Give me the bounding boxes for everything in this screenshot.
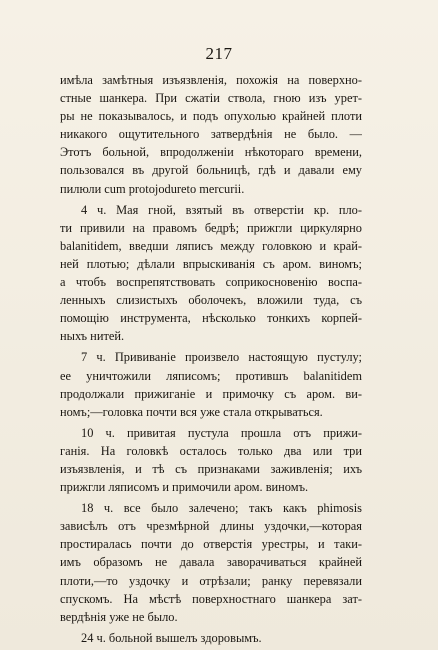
text-line: номъ;—головка почти вся уже стала открываться. [60, 404, 323, 419]
text-line: Этотъ больной, впродолженіи нѣкотораго времени, [60, 145, 362, 160]
text-line: ее уничтожили ляписомъ; протившъ balanitidem [60, 368, 362, 383]
text-line: стные шанкера. При сжатіи ствола, гною изъ урет- [60, 91, 362, 106]
text-line: 18 ч. все было залечено; такъ какъ phimosis [81, 501, 362, 516]
text-line: плоти,—то уздочку и отрѣзали; ранку перевязали [60, 573, 362, 588]
text-line: 7 ч. Прививаніе произвело настоящую пустулу; [81, 350, 362, 365]
text-line: имѣла замѣтныя изъязвленія, похожія на поверхно- [60, 73, 362, 87]
text-line: продолжали прижиганіе и примочку съ аром. ви- [60, 386, 362, 401]
text-line: прижгли ляписомъ и примочили аром. виномъ. [60, 480, 309, 495]
text-line: 4 ч. Мая гной, взятый въ отверстіи кр. пло- [81, 202, 362, 217]
text-line: ней плотью; дѣлали впрыскиванія съ аром. виномъ; [60, 256, 362, 271]
text-line: изъязвленія, и тѣ съ признаками заживленія; ихъ [60, 461, 362, 476]
text-line: balanitidem, введши ляписъ между головкою и край- [60, 238, 362, 253]
body-text [60, 71, 362, 647]
text-line: а чтобъ воспрепятствовать соприкосновенію воспа- [60, 275, 362, 290]
text-line: имъ образомъ не давала заворачиваться крайней [60, 555, 362, 570]
text-line: 10 ч. привитая пустула прошла отъ прижи- [81, 425, 362, 440]
text-line: ныхъ нитей. [60, 329, 125, 344]
text-line: ти привили на правомъ бедрѣ; прижгли циркулярно [60, 220, 362, 235]
text-line: помощію инструмента, нѣсколько тонкихъ корпей- [60, 311, 362, 326]
text-line: ганія. На головкѣ осталось только два или три [60, 443, 362, 458]
text-line: зависѣлъ отъ чрезмѣрной длины уздочки,—которая [60, 519, 362, 534]
text-line: никакого ощутительного затвердѣнія не было. — [60, 127, 362, 142]
text-line: вердѣнія уже не было. [60, 609, 178, 624]
text-line: ры не показывалось, и подъ опухолью крайней плоти [60, 109, 362, 124]
text-line: ленныхъ слизистыхъ оболочекъ, вложили туда, съ [60, 293, 362, 308]
text-line: спускомъ. На мѣстѣ поверхностнаго шанкера зат- [60, 591, 362, 606]
text-line: простиралась почти до отверстія урестры, и таки- [60, 537, 362, 552]
text-line: 24 ч. больной вышелъ здоровымъ. [81, 630, 262, 645]
text-line: пилюли cum protojodureto mercurii. [60, 181, 245, 196]
page-number: 217 [205, 44, 233, 63]
text-line: пользовался въ другой больницѣ, гдѣ и давали ему [60, 163, 362, 178]
